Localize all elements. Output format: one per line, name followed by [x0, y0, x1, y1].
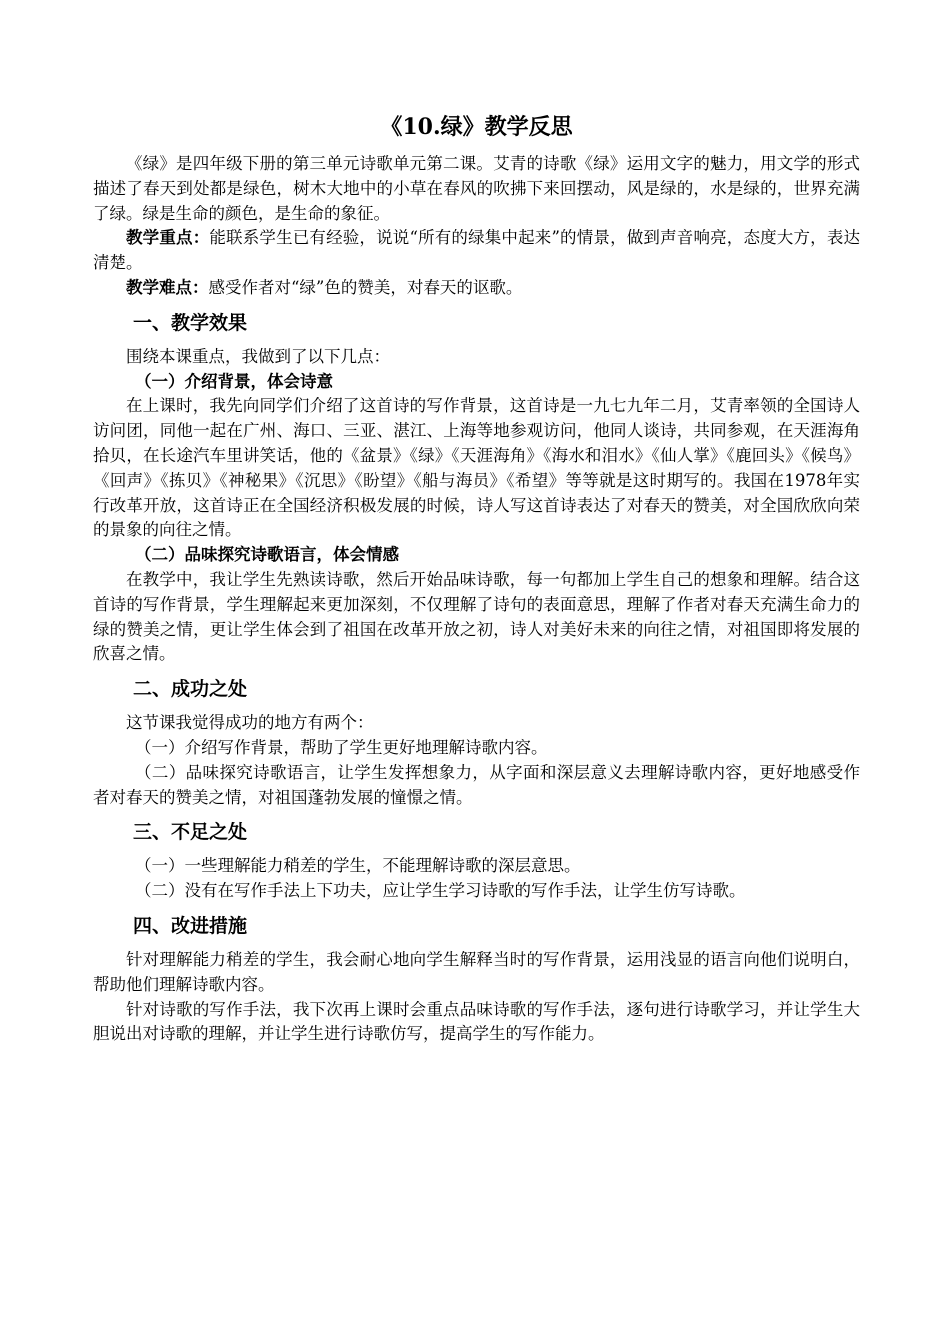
success-item-2: （二）品味探究诗歌语言，让学生发挥想象力，从字面和深层意义去理解诗歌内容，更好地感受作者对春天的赞美之情，对祖国蓬勃发展的憧憬之情。 — [93, 762, 860, 807]
shortcoming-item-2: （二）没有在写作手法上下功夫，应让学生学习诗歌的写作手法，让学生仿写诗歌。 — [135, 881, 746, 901]
improvement-paragraph-1: 针对理解能力稍差的学生，我会耐心地向学生解释当时的写作背景，运用浅显的语言向他们说明白，帮助他们理解诗歌内容。 — [93, 949, 860, 994]
subsection-title-background: （一）介绍背景，体会诗意 — [135, 371, 333, 391]
section-effect-lead: 围绕本课重点，我做到了以下几点： — [126, 346, 390, 366]
section-success-lead: 这节课我觉得成功的地方有两个： — [126, 713, 374, 733]
section-heading-improvement: 四、改进措施 — [133, 914, 248, 937]
key-point-label: 教学重点： — [126, 228, 210, 248]
key-point-text: 能联系学生已有经验，说说“所有的绿集中起来”的情景，做到声音响亮，态度大方，表达清楚。 — [93, 228, 861, 273]
subsection-text-language: 在教学中，我让学生先熟读诗歌，然后开始品味诗歌，每一句都加上学生自己的想象和理解。结合这首诗的写作背景，学生理解起来更加深刻，不仅理解了诗句的表面意思，理解了作者对春天充满生命力的绿的赞美之情，更让学生体会到了祖国在改革开放之初，诗人对美好未来的向往之情，对祖国即将发展的欣喜之情。 — [93, 569, 860, 664]
difficulty-paragraph — [93, 276, 860, 301]
success-item-1: （一）介绍写作背景，帮助了学生更好地理解诗歌内容。 — [135, 737, 548, 757]
document-page — [93, 112, 860, 1047]
document-title: 《10.绿》教学反思 — [380, 114, 573, 140]
improvement-paragraph-2: 针对诗歌的写作手法，我下次再上课时会重点品味诗歌的写作手法，逐句进行诗歌学习，并让学生大胆说出对诗歌的理解，并让学生进行诗歌仿写，提高学生的写作能力。 — [93, 999, 860, 1044]
section-heading-shortcomings: 三、不足之处 — [133, 821, 248, 844]
section-heading-effect: 一、教学效果 — [133, 311, 248, 334]
subsection-text-background: 在上课时，我先向同学们介绍了这首诗的写作背景，这首诗是一九七九年二月，艾青率领的全国诗人访问团，同他一起在广州、海口、三亚、湛江、上海等地参观访问，他同人谈诗，共同参观，在天涯海角拾贝，在长途汽车里讲笑话，他的《盆景》《绿》《天涯海角》《海水和泪水》《仙人掌》《鹿回头》《候鸟》《回声》《拣贝》《神秘果》《沉思》《盼望》《船与海员》《希望》等等就是这时期写的。我国在1978年实行改革开放，这首诗正在全国经济积极发展的时候，诗人写这首诗表达了对春天的赞美，对全国欣欣向荣的景象的向往之情。 — [93, 396, 860, 540]
difficulty-label: 教学难点： — [126, 277, 209, 297]
section-heading-success: 二、成功之处 — [133, 678, 248, 701]
key-point-paragraph — [93, 226, 860, 276]
shortcoming-item-1: （一）一些理解能力稍差的学生，不能理解诗歌的深层意思。 — [135, 856, 581, 876]
difficulty-text: 感受作者对“绿”色的赞美，对春天的讴歌。 — [208, 277, 523, 297]
intro-paragraph: 《绿》是四年级下册的第三单元诗歌单元第二课。艾青的诗歌《绿》运用文字的魅力，用文学的形式描述了春天到处都是绿色，树木大地中的小草在春风的吹拂下来回摆动，风是绿的，水是绿的，世界充满了绿。绿是生命的颜色，是生命的象征。 — [93, 154, 860, 223]
subsection-title-language: （二）品味探究诗歌语言，体会情感 — [135, 545, 399, 565]
